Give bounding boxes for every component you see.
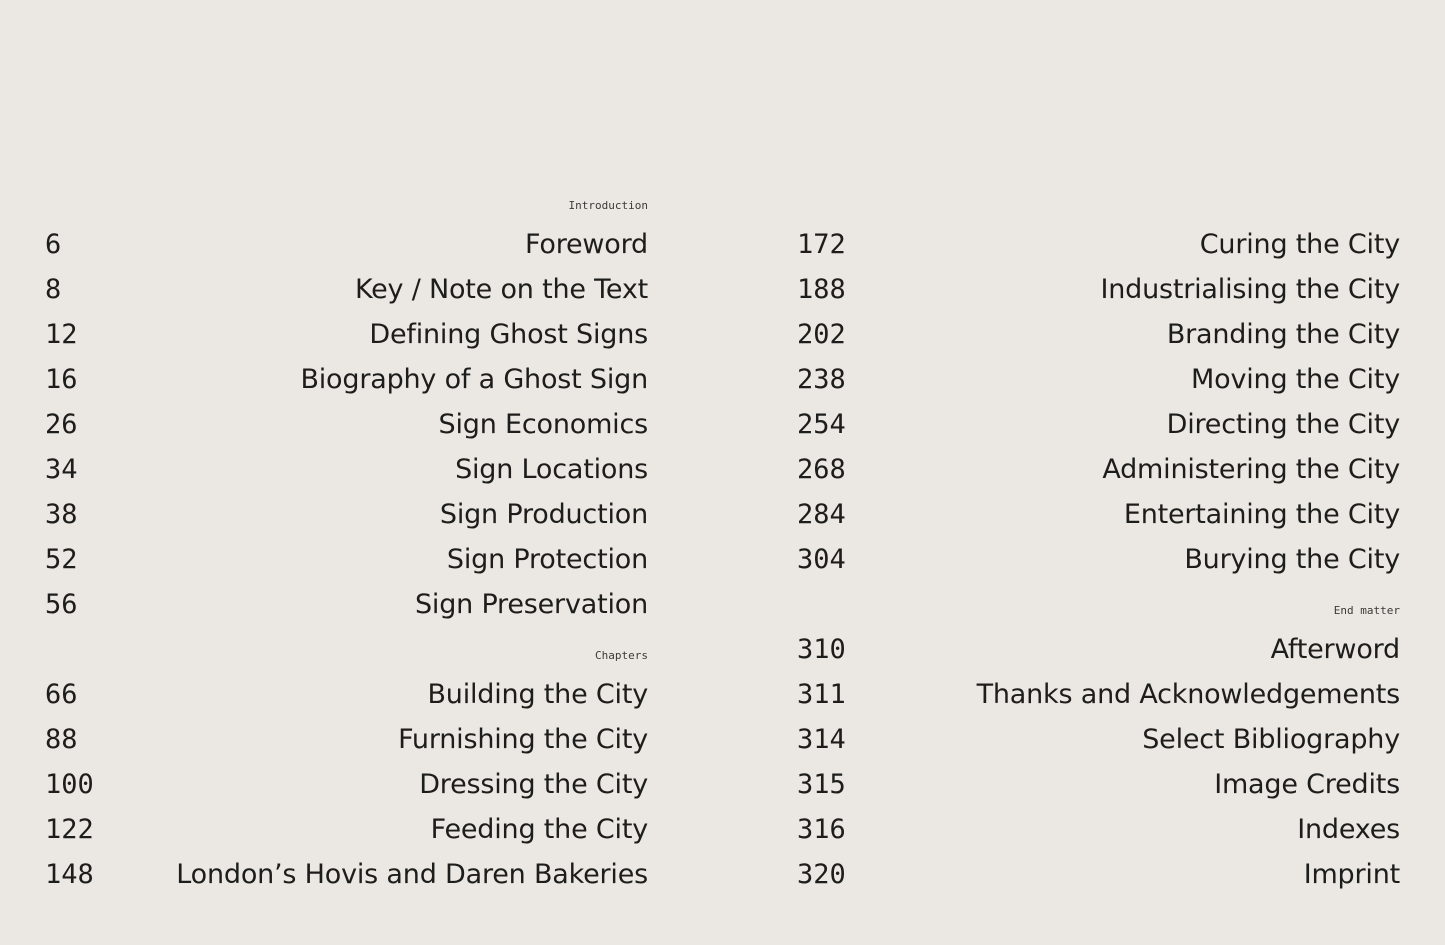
page-number: 238 (797, 364, 846, 395)
toc-entry[interactable] (797, 222, 1400, 267)
entry-title: London’s Hovis and Daren Bakeries (176, 859, 648, 890)
page-number: 16 (45, 364, 78, 395)
page-number: 38 (45, 499, 78, 530)
page-number: 311 (797, 679, 846, 710)
toc-entry[interactable] (45, 807, 648, 852)
section-label-introduction: Introduction (568, 199, 648, 212)
page-number: 56 (45, 589, 78, 620)
entry-title: Burying the City (1184, 544, 1400, 575)
entry-title: Sign Protection (446, 544, 648, 575)
toc-entry[interactable] (797, 672, 1400, 717)
entry-title: Biography of a Ghost Sign (300, 364, 648, 395)
toc-entry[interactable] (45, 582, 648, 627)
entry-title: Sign Preservation (414, 589, 648, 620)
page-number: 268 (797, 454, 846, 485)
toc-entry[interactable] (45, 312, 648, 357)
page-number: 8 (45, 274, 62, 305)
page-number: 52 (45, 544, 78, 575)
entry-title: Sign Economics (438, 409, 648, 440)
toc-entry[interactable] (797, 762, 1400, 807)
page-number: 34 (45, 454, 78, 485)
page-number: 315 (797, 769, 846, 800)
toc-entry[interactable] (797, 267, 1400, 312)
toc-entry[interactable] (45, 852, 648, 897)
page-number: 304 (797, 544, 846, 575)
entry-title: Foreword (525, 229, 648, 260)
toc-entry[interactable] (45, 537, 648, 582)
toc-entry[interactable] (45, 672, 648, 717)
page-number: 314 (797, 724, 846, 755)
toc-entry[interactable] (45, 357, 648, 402)
toc-entry[interactable] (797, 537, 1400, 582)
page-number: 122 (45, 814, 94, 845)
entry-title: Key / Note on the Text (354, 274, 648, 305)
entry-title: Directing the City (1166, 409, 1400, 440)
toc-entry[interactable] (797, 357, 1400, 402)
page-number: 88 (45, 724, 78, 755)
entry-title: Thanks and Acknowledgements (976, 679, 1400, 710)
entry-title: Furnishing the City (398, 724, 648, 755)
toc-entry[interactable] (797, 717, 1400, 762)
page-number: 6 (45, 229, 62, 260)
entry-title: Image Credits (1214, 769, 1400, 800)
entry-title: Imprint (1303, 859, 1400, 890)
entry-title: Entertaining the City (1123, 499, 1400, 530)
toc-entry[interactable] (797, 852, 1400, 897)
entry-title: Administering the City (1102, 454, 1400, 485)
toc-entry[interactable] (45, 447, 648, 492)
toc-entry[interactable] (797, 627, 1400, 672)
page-number: 66 (45, 679, 78, 710)
page-number: 202 (797, 319, 846, 350)
toc-entry[interactable] (797, 807, 1400, 852)
entry-title: Moving the City (1191, 364, 1400, 395)
entry-title: Industrialising the City (1100, 274, 1400, 305)
entry-title: Defining Ghost Signs (369, 319, 648, 350)
toc-entry[interactable] (797, 492, 1400, 537)
page-number: 316 (797, 814, 846, 845)
page-number: 26 (45, 409, 78, 440)
page-number: 12 (45, 319, 78, 350)
page-number: 284 (797, 499, 846, 530)
toc-entry[interactable] (45, 222, 648, 267)
entry-title: Indexes (1297, 814, 1400, 845)
entry-title: Building the City (427, 679, 648, 710)
toc-entry[interactable] (797, 447, 1400, 492)
entry-title: Select Bibliography (1142, 724, 1400, 755)
toc-entry[interactable] (45, 492, 648, 537)
page-number: 310 (797, 634, 846, 665)
page-number: 100 (45, 769, 94, 800)
entry-title: Feeding the City (430, 814, 648, 845)
section-label-end-matter: End matter (1333, 604, 1400, 617)
page-number: 172 (797, 229, 846, 260)
entry-title: Branding the City (1166, 319, 1400, 350)
entry-title: Afterword (1270, 634, 1400, 665)
section-label-chapters: Chapters (595, 649, 648, 662)
toc-entry[interactable] (45, 762, 648, 807)
page-number: 320 (797, 859, 846, 890)
page-number: 254 (797, 409, 846, 440)
entry-title: Curing the City (1199, 229, 1400, 260)
toc-entry[interactable] (45, 267, 648, 312)
toc-entry[interactable] (45, 717, 648, 762)
entry-title: Dressing the City (419, 769, 648, 800)
entry-title: Sign Locations (455, 454, 648, 485)
page-number: 148 (45, 859, 94, 890)
toc-entry[interactable] (797, 312, 1400, 357)
page-number: 188 (797, 274, 846, 305)
toc-entry[interactable] (45, 402, 648, 447)
toc-entry[interactable] (797, 402, 1400, 447)
entry-title: Sign Production (439, 499, 648, 530)
